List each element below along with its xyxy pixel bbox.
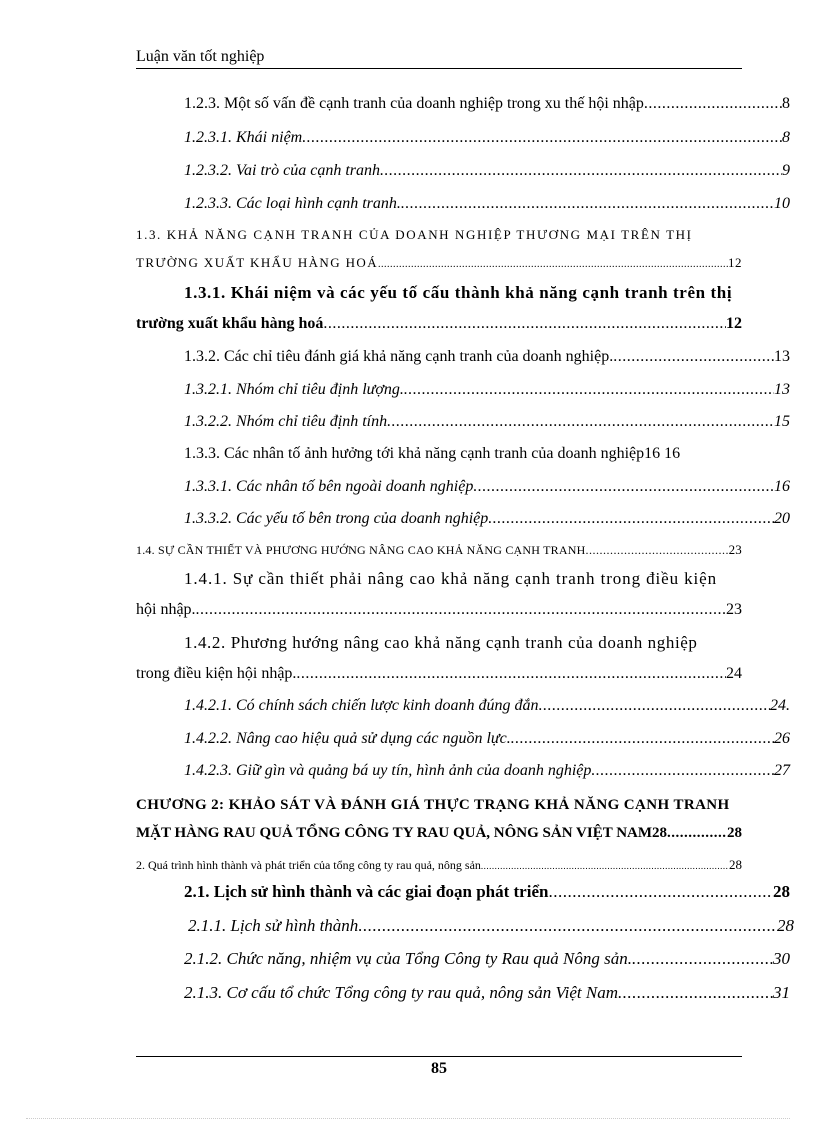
- toc-leader: [404, 381, 774, 399]
- toc-entry[interactable]: [136, 283, 790, 303]
- toc-entry[interactable]: [136, 95, 790, 113]
- toc-leader: [378, 259, 728, 270]
- toc-entry[interactable]: [136, 730, 790, 748]
- toc-entry-title: hội nhập.: [136, 601, 196, 618]
- toc-leader: [511, 730, 774, 748]
- footer-rule: [136, 1056, 742, 1057]
- toc-entry-page: 13: [774, 381, 790, 398]
- toc-entry-page: 12: [726, 315, 742, 332]
- toc-entry[interactable]: [136, 255, 742, 271]
- toc-entry-title: 1.3.3. Các nhân tố ảnh hưởng tới khả năng cạnh tranh của doanh nghiệp16 16: [184, 445, 681, 462]
- toc-leader: [667, 825, 727, 842]
- toc-entry-title: 1.4.2.1. Có chính sách chiến lược kinh doanh đúng đắn: [184, 697, 539, 714]
- toc-entry[interactable]: [136, 983, 790, 1003]
- toc-entry-title: 1.3.2.2. Nhóm chỉ tiêu định tính: [184, 413, 388, 430]
- toc-leader: [548, 882, 773, 902]
- toc-entry-page: 12: [728, 255, 742, 270]
- toc-entry[interactable]: [136, 478, 790, 496]
- toc-leader: [613, 348, 774, 366]
- toc-entry-title: 1.3.2.1. Nhóm chỉ tiêu định lượng.: [184, 381, 404, 398]
- toc-entry-page: 10: [774, 195, 790, 212]
- toc-leader: [358, 916, 777, 936]
- toc-entry[interactable]: [136, 762, 790, 780]
- toc-entry-title: trong điều kiện hội nhập.: [136, 665, 297, 682]
- toc-entry-title: 1.4. SỰ CẦN THIẾT VÀ PHƯƠNG HƯỚNG NÂNG CAO KHẢ NĂNG CẠNH TRANH: [136, 543, 586, 557]
- page-break-marker: [26, 1118, 790, 1119]
- page-number: 85: [431, 1060, 447, 1077]
- toc-entry-page: 28: [727, 825, 742, 841]
- toc-entry-title: trường xuất khẩu hàng hoá: [136, 315, 324, 332]
- toc-entry-page: 31: [773, 983, 790, 1002]
- toc-entry-page: 24: [726, 665, 742, 682]
- toc-entry-title: 2.1.2. Chức năng, nhiệm vụ của Tổng Công ty Rau quả Nông sản.: [184, 949, 632, 968]
- toc-entry-title: CHƯƠNG 2: KHẢO SÁT VÀ ĐÁNH GIÁ THỰC TRẠNG KHẢ NĂNG CẠNH TRANH: [136, 797, 730, 813]
- toc-entry-title: 1.4.1. Sự cần thiết phải nâng cao khả năng cạnh tranh trong điều kiện: [184, 569, 718, 588]
- toc-entry-page: 15: [774, 413, 790, 430]
- toc-entry-title: 2. Quá trình hình thành và phát triển của tổng công ty rau quả, nông sản: [136, 858, 481, 872]
- toc-leader: [296, 665, 726, 683]
- toc-entry-page: 28: [777, 916, 794, 935]
- toc-entry[interactable]: [136, 633, 790, 653]
- toc-entry-page: 23: [728, 542, 742, 557]
- toc-entry-title: 2.1.3. Cơ cấu tổ chức Tổng công ty rau quả, nông sản Việt Nam: [184, 983, 619, 1002]
- toc-entry-title: 2.1. Lịch sử hình thành và các giai đoạn phát triển: [184, 882, 549, 901]
- running-header: Luận văn tốt nghiệp: [136, 48, 742, 69]
- toc-leader: [585, 543, 728, 558]
- toc-entry-page: 8: [782, 129, 790, 146]
- toc-entry[interactable]: [136, 569, 790, 589]
- toc-entry[interactable]: [136, 381, 790, 399]
- toc-entry[interactable]: [136, 445, 790, 463]
- toc-leader: [196, 601, 726, 619]
- toc-entry-page: 13: [774, 348, 790, 365]
- toc-entry-page: 28: [729, 857, 742, 872]
- toc-entry-title: 1.4.2. Phương hướng nâng cao khả năng cạnh tranh của doanh nghiệp: [184, 633, 698, 652]
- toc-entry-title: 1.2.3.3. Các loại hình cạnh tranh.: [184, 195, 401, 212]
- toc-leader: [481, 861, 729, 871]
- toc-leader: [380, 162, 782, 180]
- toc-leader: [539, 697, 770, 715]
- toc-leader: [618, 983, 773, 1003]
- toc-entry-page: 8: [782, 95, 790, 112]
- toc-entry[interactable]: [136, 129, 790, 147]
- toc-entry[interactable]: [136, 916, 794, 936]
- toc-leader: [632, 949, 773, 969]
- toc-entry[interactable]: [136, 697, 790, 715]
- toc-entry-title: 1.3.3.2. Các yếu tố bên trong của doanh nghiệp: [184, 510, 489, 527]
- toc-entry-title: 1.4.2.2. Nâng cao hiệu quả sử dụng các nguồn lực.: [184, 730, 511, 747]
- toc-entry-title: 2.1.1. Lịch sử hình thành: [188, 916, 359, 935]
- toc-entry[interactable]: [136, 315, 742, 333]
- toc-entry-title: 1.2.3.1. Khái niệm: [184, 129, 303, 146]
- toc-entry-page: 30: [773, 949, 790, 968]
- toc-entry-title: MẶT HÀNG RAU QUẢ TỔNG CÔNG TY RAU QUẢ, NÔNG SẢN VIỆT NAM28: [136, 825, 668, 841]
- toc-entry-page: 27: [774, 762, 790, 779]
- toc-entry-page: 20: [774, 510, 790, 527]
- toc-entry-title: 1.4.2.3. Giữ gìn và quảng bá uy tín, hình ảnh của doanh nghiệp: [184, 762, 592, 779]
- toc-entry-page: 23: [726, 601, 742, 618]
- toc-leader: [323, 315, 726, 333]
- toc-entry[interactable]: [136, 510, 790, 528]
- toc-section-heading[interactable]: [136, 227, 742, 243]
- toc-entry[interactable]: [136, 857, 742, 873]
- toc-leader: [591, 762, 774, 780]
- toc-entry[interactable]: [136, 882, 790, 902]
- toc-entry-title: 1.3.1. Khái niệm và các yếu tố cấu thành khả năng cạnh tranh trên thị: [184, 283, 733, 302]
- toc-entry[interactable]: [136, 195, 790, 213]
- toc-entry[interactable]: [136, 949, 790, 969]
- toc-entry-page: 28: [773, 882, 790, 901]
- toc-entry-title: 1.3.2. Các chỉ tiêu đánh giá khả năng cạnh tranh của doanh nghiệp.: [184, 348, 614, 365]
- toc-leader: [473, 478, 774, 496]
- toc-leader: [488, 510, 774, 528]
- toc-entry[interactable]: [136, 413, 790, 431]
- toc-entry-title: TRƯỜNG XUẤT KHẨU HÀNG HOÁ: [136, 255, 379, 270]
- toc-entry-page: 16: [774, 478, 790, 495]
- toc-chapter-heading[interactable]: [136, 797, 742, 814]
- toc-leader: [401, 195, 774, 213]
- toc-leader: [644, 95, 782, 113]
- toc-leader: [387, 413, 774, 431]
- toc-entry-title: 1.3. KHẢ NĂNG CẠNH TRANH CỦA DOANH NGHIỆP THƯƠNG MẠI TRÊN THỊ: [136, 227, 693, 242]
- toc-section-heading[interactable]: [136, 542, 742, 558]
- toc-chapter-heading[interactable]: [136, 825, 742, 842]
- toc-entry[interactable]: [136, 348, 790, 366]
- toc-entry-page: 26: [774, 730, 790, 747]
- toc-entry[interactable]: [136, 665, 742, 683]
- toc-entry-title: 1.2.3. Một số vấn đề cạnh tranh của doanh nghiệp trong xu thế hội nhập: [184, 95, 644, 112]
- toc-entry-page: 9: [782, 162, 790, 179]
- toc-leader: [302, 129, 782, 147]
- toc-entry-title: 1.2.3.2. Vai trò của cạnh tranh: [184, 162, 380, 179]
- toc-entry[interactable]: [136, 601, 742, 619]
- toc-entry-title: 1.3.3.1. Các nhân tố bên ngoài doanh nghiệp: [184, 478, 474, 495]
- toc-entry[interactable]: [136, 162, 790, 180]
- toc-entry-page: 24.: [770, 697, 790, 714]
